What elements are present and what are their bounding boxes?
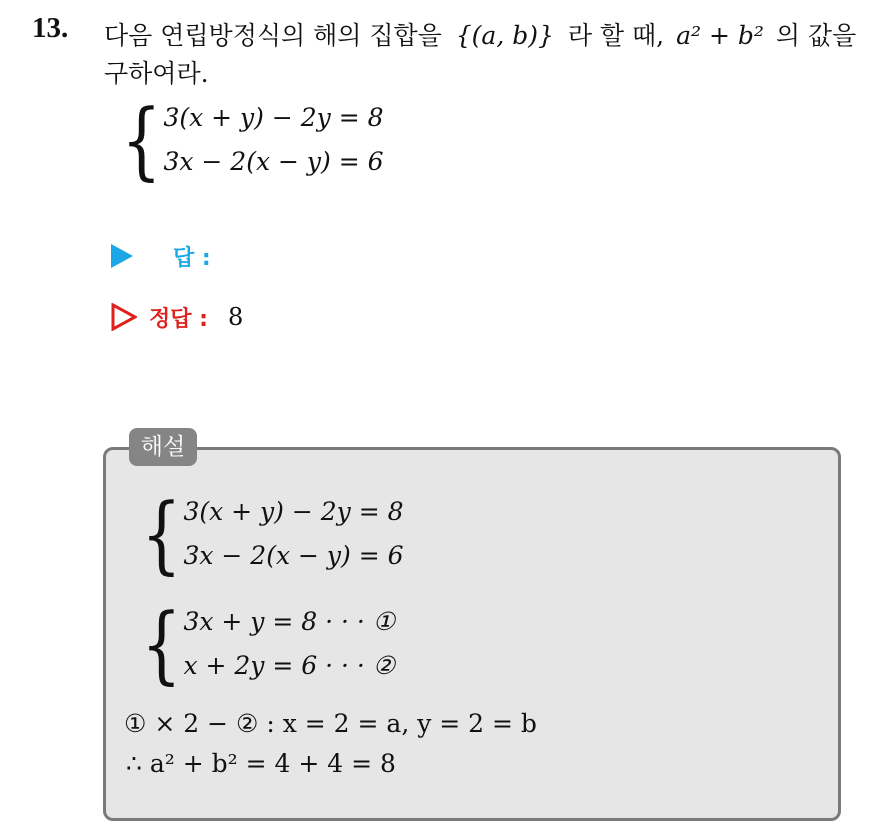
left-brace: { [141,595,182,693]
question-equation-1: 3(x + y) − 2y = 8 [163,103,384,132]
question-expression: a² + b² [676,21,764,50]
question-text-line2: 구하여라. [104,59,209,88]
solution-system-2-eq2: x + 2y = 6 · · · ② [183,651,396,680]
solution-system-2 [128,595,396,693]
answer-label: 답 : [173,245,211,271]
correct-value: 8 [227,303,244,331]
solution-system-1 [128,485,404,583]
question-text [104,14,856,58]
question-text-prefix: 다음 연립방정식의 해의 집합을 [104,21,442,50]
correct-row [111,300,243,334]
correct-label: 정답 : [149,306,208,332]
question-text-suffix: 의 값을 [775,21,857,50]
answer-row [111,240,347,272]
solution-system-1-eq2: 3x − 2(x − y) = 6 [183,541,404,570]
question-number: 13. [32,12,69,44]
solution-line-2: ∴ a² + b² = 4 + 4 = 8 [126,749,396,778]
solution-tag: 해설 [129,428,197,466]
correct-arrow-icon [111,303,137,331]
solution-line-1: ① × 2 − ② : x = 2 = a, y = 2 = b [124,709,537,738]
answer-arrow-icon [111,244,133,268]
question-equation-2: 3x − 2(x − y) = 6 [163,147,384,176]
left-brace: { [141,485,182,583]
solution-system-1-eq1: 3(x + y) − 2y = 8 [183,497,404,526]
question-set-notation: {(a, b)} [455,21,554,50]
question-text-mid: 라 할 때, [567,21,665,50]
solution-system-2-eq1: 3x + y = 8 · · · ① [183,607,396,636]
question-equation-system [108,91,384,189]
left-brace: { [121,91,162,189]
